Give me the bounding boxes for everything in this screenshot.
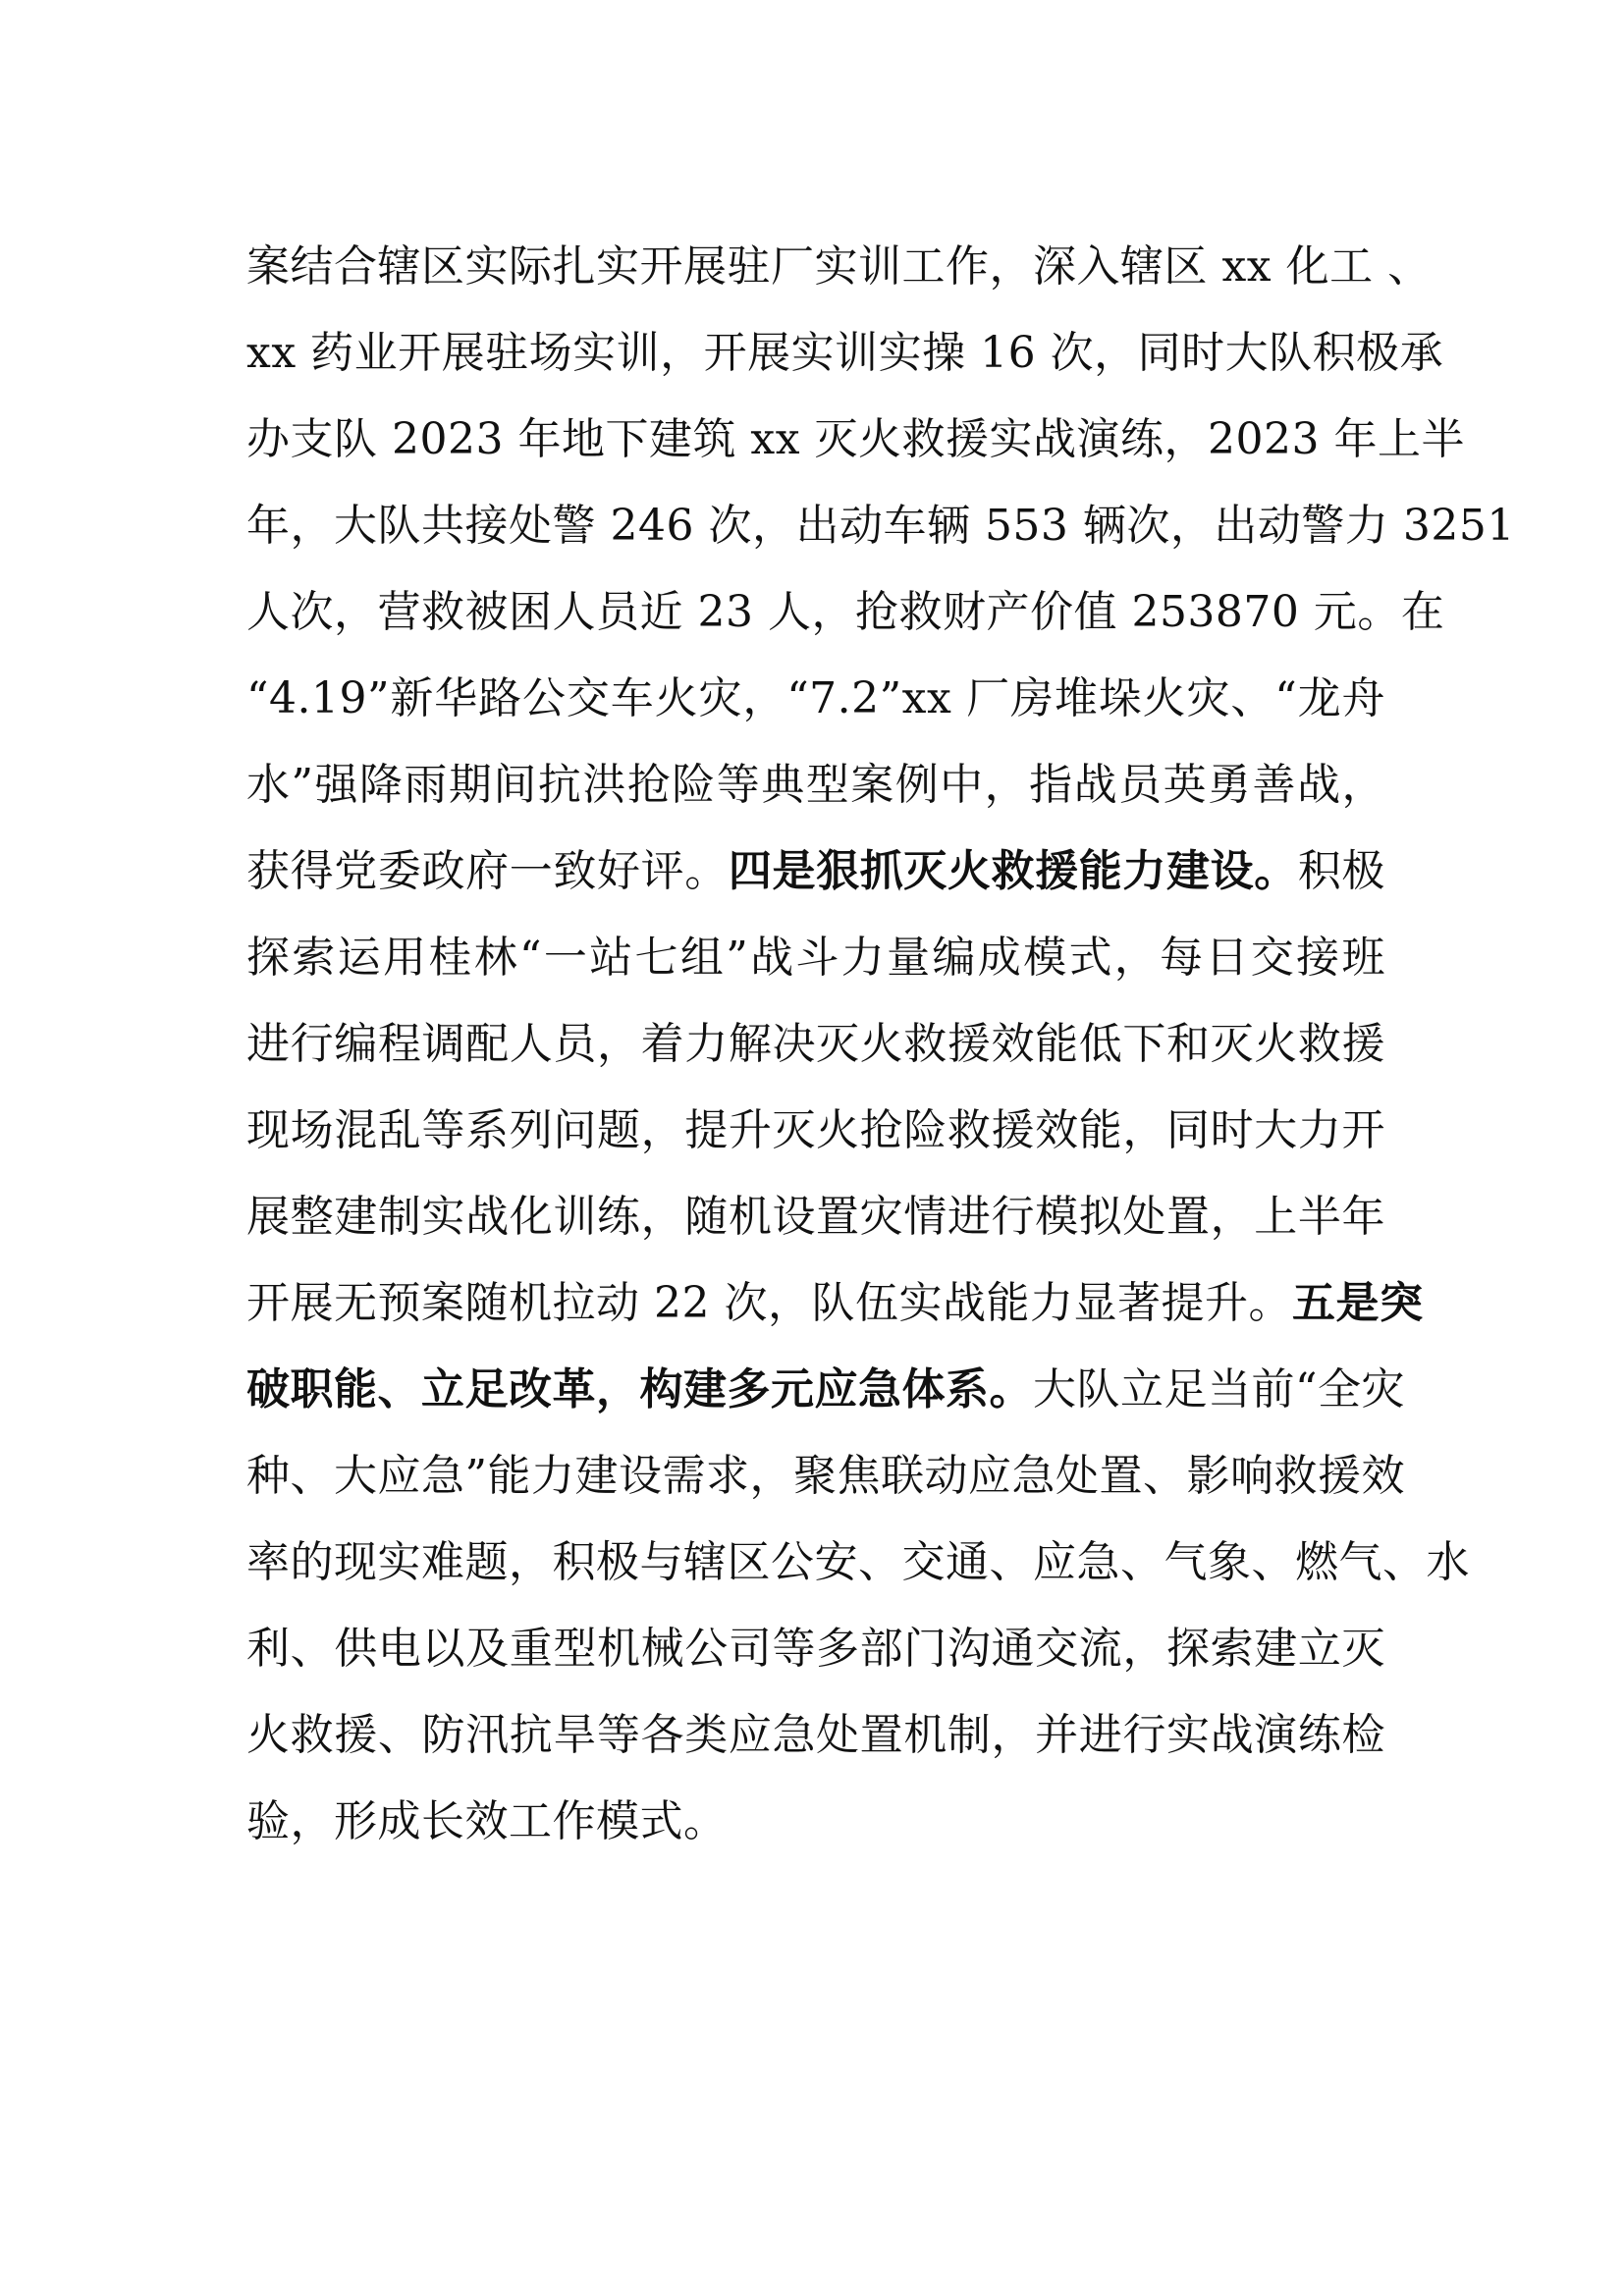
text-line (246, 1260, 1424, 1347)
body-text: 火救援、防汛抗旱等各类应急处置机制，并进行实战演练检 (246, 1710, 1385, 1760)
bold-heading-text: 破职能、立足改革，构建多元应急体系。 (246, 1364, 1033, 1415)
text-line (246, 915, 1385, 1001)
body-paragraph (246, 224, 1515, 1865)
text-line (246, 310, 1444, 397)
body-text: 案结合辖区实际扎实开展驻厂实训工作，深入辖区 xx 化工 、 (246, 241, 1432, 292)
body-text: 积极 (1297, 846, 1386, 896)
text-line (246, 397, 1466, 483)
body-text: 开展无预案随机拉动 22 次，队伍实战能力显著提升。 (246, 1278, 1292, 1328)
text-line (246, 828, 1385, 915)
text-line (246, 1347, 1405, 1433)
bold-heading-text: 五是突 (1291, 1278, 1424, 1328)
text-line (246, 483, 1515, 569)
text-line (246, 1433, 1405, 1520)
text-line (246, 569, 1445, 656)
body-text: 年，大队共接处警 246 次，出动车辆 553 辆次，出动警力 3251 (246, 501, 1515, 551)
text-line (246, 1001, 1385, 1088)
text-line (246, 1692, 1385, 1779)
text-line (246, 1088, 1385, 1174)
body-text: 探索运用桂林“一站七组”战斗力量编成模式，每日交接班 (246, 933, 1385, 983)
body-text: 办支队 2023 年地下建筑 xx 灭火救援实战演练，2023 年上半 (246, 414, 1466, 464)
body-text: 种、大应急”能力建设需求，聚焦联动应急处置、影响救援效 (246, 1451, 1405, 1501)
body-text: 验，形成长效工作模式。 (246, 1796, 728, 1846)
text-line (246, 742, 1385, 828)
body-text: 进行编程调配人员，着力解决灭火救援效能低下和灭火救援 (246, 1019, 1385, 1069)
bold-heading-text: 四是狠抓灭火救援能力建设。 (728, 846, 1298, 896)
text-line (246, 1779, 1385, 1865)
text-line (246, 656, 1385, 742)
body-text: 率的现实难题，积极与辖区公安、交通、应急、气象、燃气、水 (246, 1537, 1470, 1587)
body-text: 水”强降雨期间抗洪抢险等典型案例中，指战员英勇善战， (246, 760, 1385, 810)
body-text: 现场混乱等系列问题，提升灭火抢险救援效能，同时大力开 (246, 1105, 1385, 1155)
body-text: “4.19”新华路公交车火灾，“7.2”xx 厂房堆垛火灾、“龙舟 (246, 673, 1385, 723)
text-line (246, 1520, 1470, 1606)
body-text: 展整建制实战化训练，随机设置灾情进行模拟处置，上半年 (246, 1192, 1385, 1242)
text-line (246, 1606, 1385, 1692)
text-line (246, 224, 1432, 310)
body-text: 获得党委政府一致好评。 (246, 846, 729, 896)
body-text: 大队立足当前“全灾 (1033, 1364, 1405, 1415)
body-text: 利、供电以及重型机械公司等多部门沟通交流，探索建立灭 (246, 1624, 1385, 1674)
body-text: 人次，营救被困人员近 23 人，抢救财产价值 253870 元。在 (246, 587, 1445, 637)
body-text: xx 药业开展驻场实训，开展实训实操 16 次，同时大队积极承 (246, 328, 1444, 378)
text-line (246, 1174, 1385, 1260)
